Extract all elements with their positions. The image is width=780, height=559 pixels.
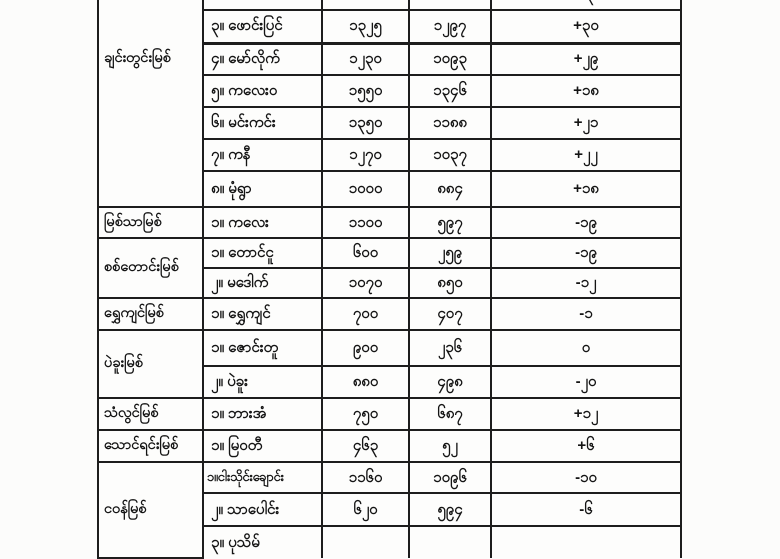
station-cell: ၄။ မော်လိုက် bbox=[203, 43, 322, 75]
station-cell: ၅။ ကလေးဝ bbox=[203, 75, 322, 107]
change-cell: +၁၂ bbox=[491, 398, 681, 430]
value1-cell: ၄၆၃ bbox=[322, 430, 409, 462]
value2-cell: ၁၂၉၇ bbox=[409, 10, 491, 43]
table-row bbox=[98, 207, 681, 238]
change-cell: +၁၈ bbox=[491, 75, 681, 107]
station-cell: ၁။ငါးသိုင်းချောင်း bbox=[203, 462, 322, 493]
value1-cell: ၆၂၀ bbox=[322, 493, 409, 526]
value2-cell: ၅၂ bbox=[409, 430, 491, 462]
station-cell: ၃။ ပုသိမ် bbox=[203, 526, 322, 558]
station-cell: ၁။ ဇောင်းတူ bbox=[203, 330, 322, 366]
value1-cell: ၁၂၃၀ bbox=[322, 43, 409, 75]
change-cell: -၁ bbox=[491, 298, 681, 330]
value1-cell: ၁၃၅၀ bbox=[322, 107, 409, 139]
change-cell: -၁၉ bbox=[491, 207, 681, 238]
table-row bbox=[98, 330, 681, 366]
change-cell: +၃၀ bbox=[491, 10, 681, 43]
table-row bbox=[98, 298, 681, 330]
value2-cell: ၁၀၉၆ bbox=[409, 462, 491, 493]
table-row-partial-top bbox=[98, 0, 681, 10]
value2-cell: ၂၅၉ bbox=[409, 238, 491, 268]
value2-cell: ၁၀၃၇ bbox=[409, 139, 491, 171]
value1-cell: ၁၃၂၅ bbox=[322, 10, 409, 43]
value2-cell: ၂၃၆ bbox=[409, 330, 491, 366]
station-cell: ၂။ ပဲခူး bbox=[203, 366, 322, 398]
value2-cell: ၄၉၈ bbox=[409, 366, 491, 398]
station-cell: ၃။ ဖောင်းပြင် bbox=[203, 10, 322, 43]
river-group-cell-myittha: မြစ်သာမြစ် bbox=[98, 207, 203, 238]
river-water-level-table bbox=[97, 0, 682, 559]
station-cell: ၂။ မဒေါက် bbox=[203, 268, 322, 298]
river-group-cell-ngawun: ငဝန်မြစ် bbox=[98, 462, 203, 558]
value2-cell: ၈၈၄ bbox=[409, 171, 491, 207]
value1-cell: ၉၀၀ bbox=[322, 330, 409, 366]
change-cell: +၂၁ bbox=[491, 107, 681, 139]
value2-cell: ၄၀၇ bbox=[409, 298, 491, 330]
value1-cell: ၇၅၀ bbox=[322, 398, 409, 430]
value1-cell: ၁၁၆၀ bbox=[322, 462, 409, 493]
change-cell bbox=[491, 0, 681, 10]
value1-cell: ၁၀၇၀ bbox=[322, 268, 409, 298]
value1-cell bbox=[322, 526, 409, 558]
change-cell: -၁၉ bbox=[491, 238, 681, 268]
value2-cell: ၁၁၈၈ bbox=[409, 107, 491, 139]
station-cell: ၁။ ဘားအံ bbox=[203, 398, 322, 430]
river-group-cell-shwegyin: ရွှေကျင်မြစ် bbox=[98, 298, 203, 330]
change-cell: ၀ bbox=[491, 330, 681, 366]
value2-cell: ၅၉၄ bbox=[409, 493, 491, 526]
value1-cell: ၁၂၇၀ bbox=[322, 139, 409, 171]
value1-cell: ၇၀၀ bbox=[322, 298, 409, 330]
station-cell: ၁။ မြဝတီ bbox=[203, 430, 322, 462]
station-cell: ၁။ တောင်ငူ bbox=[203, 238, 322, 268]
table-row bbox=[98, 398, 681, 430]
station-cell: ၆။ မင်းကင်း bbox=[203, 107, 322, 139]
change-cell: +၂၉ bbox=[491, 43, 681, 75]
change-cell: -၆ bbox=[491, 493, 681, 526]
value2-cell: ၅၉၇ bbox=[409, 207, 491, 238]
river-group-cell-sittaung: စစ်တောင်းမြစ် bbox=[98, 238, 203, 298]
station-cell: ၁။ ကလေး bbox=[203, 207, 322, 238]
change-cell: -၁၀ bbox=[491, 462, 681, 493]
value1-cell bbox=[322, 0, 409, 10]
change-cell: +၆ bbox=[491, 430, 681, 462]
value2-cell bbox=[409, 526, 491, 558]
river-group-cell-thaungyin: သောင်ရင်းမြစ် bbox=[98, 430, 203, 462]
station-cell: ၂။ သာပေါင်း bbox=[203, 493, 322, 526]
value1-cell: ၆၀၀ bbox=[322, 238, 409, 268]
value2-cell: ၁၃၄၆ bbox=[409, 75, 491, 107]
change-cell: -၂၀ bbox=[491, 366, 681, 398]
value1-cell: ၁၅၅၀ bbox=[322, 75, 409, 107]
river-group-cell-chindwin: ချင်းတွင်းမြစ် bbox=[98, 0, 203, 207]
table-row bbox=[98, 430, 681, 462]
value2-cell bbox=[409, 0, 491, 10]
table-row bbox=[98, 238, 681, 268]
change-cell: +၁၈ bbox=[491, 171, 681, 207]
river-group-cell-thanlwin: သံလွင်မြစ် bbox=[98, 398, 203, 430]
change-cell bbox=[491, 526, 681, 558]
value2-cell: ၆၈၇ bbox=[409, 398, 491, 430]
change-cell: -၁၂ bbox=[491, 268, 681, 298]
value1-cell: ၁၁၀၀ bbox=[322, 207, 409, 238]
station-cell: ၈။ မုံရွာ bbox=[203, 171, 322, 207]
value1-cell: ၁၀၀၀ bbox=[322, 171, 409, 207]
value2-cell: ၈၅၀ bbox=[409, 268, 491, 298]
station-cell: ၇။ ကနီ bbox=[203, 139, 322, 171]
table-row bbox=[98, 462, 681, 493]
value1-cell: ၈၈၀ bbox=[322, 366, 409, 398]
value2-cell: ၁၀၉၃ bbox=[409, 43, 491, 75]
station-cell bbox=[203, 0, 322, 10]
station-cell: ၁။ ရွှေကျင် bbox=[203, 298, 322, 330]
change-cell: +၂၂ bbox=[491, 139, 681, 171]
river-group-cell-bago: ပဲခူးမြစ် bbox=[98, 330, 203, 398]
